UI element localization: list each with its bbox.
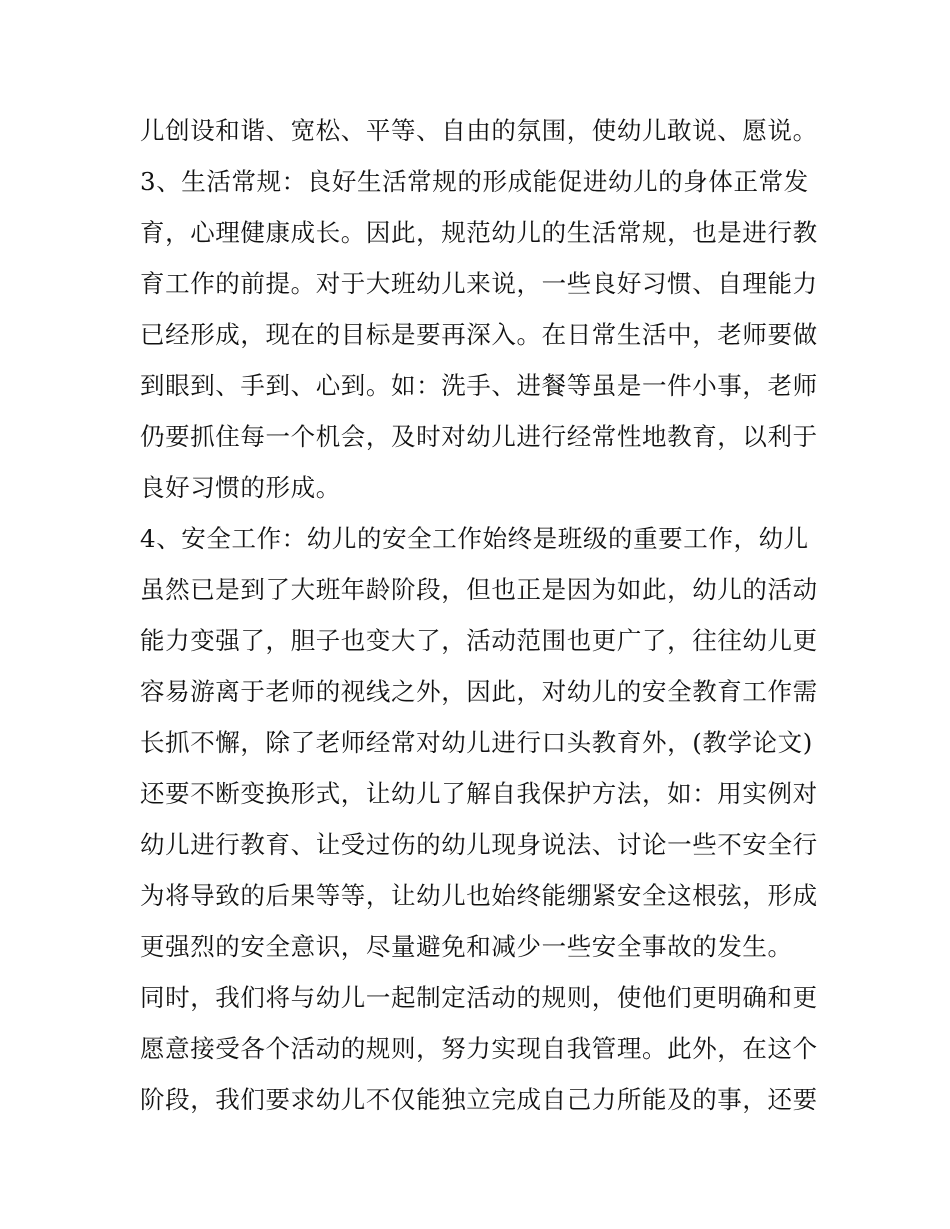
- text-line: 幼儿进行教育、让受过伤的幼儿现身说法、讨论一些不安全行: [140, 830, 818, 859]
- text-line: 为将导致的后果等等，让幼儿也始终能绷紧安全这根弦，形成: [140, 881, 818, 910]
- text-line: 育，心理健康成长。因此，规范幼儿的生活常规，也是进行教: [140, 218, 818, 247]
- text-line: 4、安全工作：幼儿的安全工作始终是班级的重要工作，幼儿: [140, 524, 809, 553]
- text-line: 容易游离于老师的视线之外，因此，对幼儿的安全教育工作需: [140, 677, 818, 706]
- text-line: 更强烈的安全意识，尽量避免和减少一些安全事故的发生。: [140, 932, 793, 961]
- text-line: 良好习惯的形成。: [140, 473, 341, 502]
- text-line: 仍要抓住每一个机会，及时对幼儿进行经常性地教育，以利于: [140, 422, 818, 451]
- text-line: 3、生活常规：良好生活常规的形成能促进幼儿的身体正常发: [140, 167, 809, 196]
- text-line: 已经形成，现在的目标是要再深入。在日常生活中，老师要做: [140, 320, 818, 349]
- text-line: 到眼到、手到、心到。如：洗手、进餐等虽是一件小事，老师: [140, 371, 818, 400]
- text-line: 还要不断变换形式，让幼儿了解自我保护方法，如：用实例对: [140, 779, 818, 808]
- text-line: 愿意接受各个活动的规则，努力实现自我管理。此外，在这个: [140, 1034, 818, 1063]
- body-text: [140, 105, 820, 1125]
- text-line: 阶段，我们要求幼儿不仅能独立完成自己力所能及的事，还要: [140, 1085, 818, 1114]
- text-line: 长抓不懈，除了老师经常对幼儿进行口头教育外，(教学论文): [140, 728, 813, 757]
- text-line: 儿创设和谐、宽松、平等、自由的氛围，使幼儿敢说、愿说。: [140, 116, 818, 145]
- text-line: 育工作的前提。对于大班幼儿来说，一些良好习惯、自理能力: [140, 269, 818, 298]
- text-line: 同时，我们将与幼儿一起制定活动的规则，使他们更明确和更: [140, 983, 818, 1012]
- text-line: 虽然已是到了大班年龄阶段，但也正是因为如此，幼儿的活动: [140, 575, 818, 604]
- text-line: 能力变强了，胆子也变大了，活动范围也更广了，往往幼儿更: [140, 626, 818, 655]
